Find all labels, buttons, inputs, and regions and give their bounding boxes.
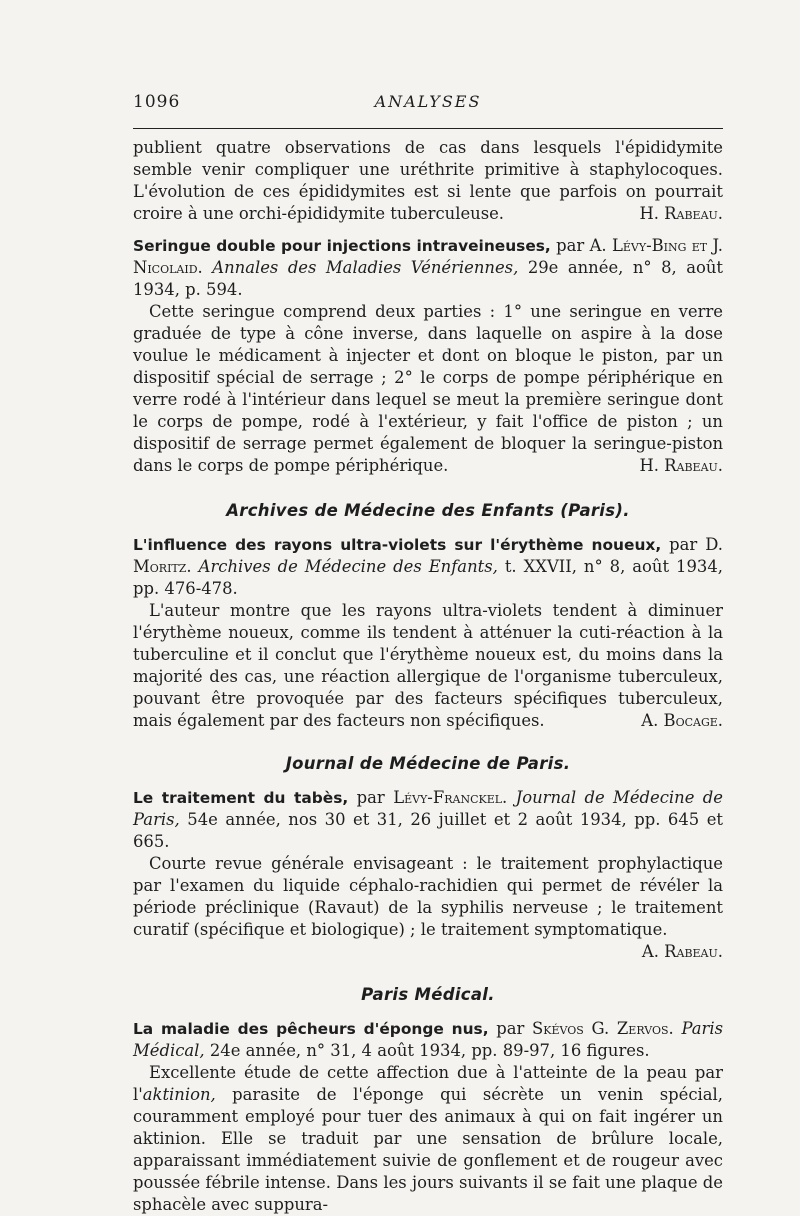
article-signature: A. Bocage. <box>641 711 723 730</box>
article-tabes <box>133 787 723 963</box>
intro-text: publient quatre observations de cas dans lesquels l'épididymite semble venir compliquer une uréthrite primitive à staphylocoques. L'évolution de ces épididymites est si lente que parfois on pourrait croire à une orchi-épididymite tuberculeuse. <box>133 138 723 223</box>
article-body-start: Excellente étude de cette affection due à l'atteinte de la peau par l' <box>133 1063 723 1104</box>
intro-paragraph <box>133 137 723 225</box>
article-by: par <box>496 1019 525 1038</box>
article-journal: Paris Médical, <box>133 1019 723 1060</box>
article-body-term: aktinion, <box>142 1085 216 1104</box>
article-body-text: Cette seringue comprend deux parties : 1° une seringue en verre graduée de type à cône inverse, dans laquelle on aspire à la dose voulue le médicament à injecter et dont on bloque le piston, par un dispositif spécial de serrage ; 2° le corps de pompe périphérique en verre rodé à l'intérieur dans lequel se meut la première seringue dont le corps de pompe, rodé à l'extérieur, y fait l'office de piston ; un dispositif de serrage permet également de bloquer la seringue-piston dans le corps de pompe périphérique. <box>133 302 723 475</box>
article-journal: Annales des Maladies Vénériennes, <box>212 258 519 277</box>
article-authors: Skévos G. Zervos. <box>532 1019 674 1038</box>
article-journal: Journal de Médecine de Paris, <box>133 788 723 829</box>
header-rule <box>133 128 723 129</box>
article-by: par <box>669 535 698 554</box>
article-heading <box>133 1018 723 1062</box>
article-pecheurs <box>133 1018 723 1216</box>
article-erytheme <box>133 534 723 732</box>
article-body <box>133 301 723 477</box>
article-body-end: parasite de l'éponge qui sécrète un venin spécial, couramment employé pour tuer des animaux à qui on fait ingérer un aktinion. Elle se traduit par une sensation de brûlure locale, apparaissant immédiatement suivie de gonflement et de rougeur avec poussée fébrile intense. Dans les jours suivants il se fait une plaque de sphacèle avec suppura- <box>133 1085 723 1214</box>
article-authors: D. Moritz. <box>133 535 723 576</box>
article-title: La maladie des pêcheurs d'éponge nus, <box>133 1020 489 1038</box>
article-heading <box>133 534 723 600</box>
section-title: Journal de Médecine de Paris. <box>285 754 571 773</box>
article-title: Le traitement du tabès, <box>133 789 349 807</box>
article-body <box>133 853 723 961</box>
section-title: Paris Médical. <box>361 985 495 1004</box>
article-by: par <box>556 236 585 255</box>
article-body-text: L'auteur montre que les rayons ultra-violets tendent à diminuer l'érythème noueux, comme ils tendent à atténuer la cuti-réaction à la tuberculine et il conclut que l'érythème noueux est, du moins dans la majorité des cas, une réaction allergique de l'organisme tuberculeux, pouvant être provoquée par des facteurs spécifiques tuberculeux, mais également par des facteurs non spécifiques. <box>133 601 723 730</box>
article-signature: H. Rabeau. <box>639 456 723 475</box>
article-title: Seringue double pour injections intraveineuses, <box>133 237 551 255</box>
article-body <box>133 1062 723 1216</box>
article-authors: A. Lévy-Bing et J. Nicolaid. <box>133 236 723 277</box>
article-body <box>133 600 723 732</box>
article-citation: t. XXVII, n° 8, août 1934, pp. 476-478. <box>133 557 723 598</box>
article-body-text: Courte revue générale envisageant : le traitement prophylactique par l'examen du liquide céphalo-rachidien qui permet de révéler la période préclinique (Ravaut) de la syphilis nerveuse ; le traitement curatif (spécifique et biologique) ; le traitement symptomatique. <box>133 854 723 939</box>
article-heading <box>133 787 723 853</box>
article-citation: 54e année, nos 30 et 31, 26 juillet et 2 août 1934, pp. 645 et 665. <box>133 810 723 851</box>
running-head: ANALYSES <box>374 92 482 111</box>
page-number: 1096 <box>133 92 181 112</box>
intro-signature: H. Rabeau. <box>639 204 723 223</box>
article-citation: 29e année, n° 8, août 1934, p. 594. <box>133 258 723 299</box>
article-by: par <box>356 788 385 807</box>
article-journal: Archives de Médecine des Enfants, <box>198 557 498 576</box>
article-authors: Lévy-Franckel. <box>393 788 508 807</box>
section-title: Archives de Médecine des Enfants (Paris). <box>226 501 630 520</box>
article-signature: A. Rabeau. <box>641 942 723 961</box>
document-page <box>133 92 723 1216</box>
article-citation: 24e année, n° 31, 4 août 1934, pp. 89-97, 16 figures. <box>209 1041 650 1060</box>
page-header <box>133 92 723 122</box>
article-heading <box>133 235 723 301</box>
article-title: L'influence des rayons ultra-violets sur l'érythème noueux, <box>133 536 662 554</box>
article-seringue <box>133 235 723 477</box>
